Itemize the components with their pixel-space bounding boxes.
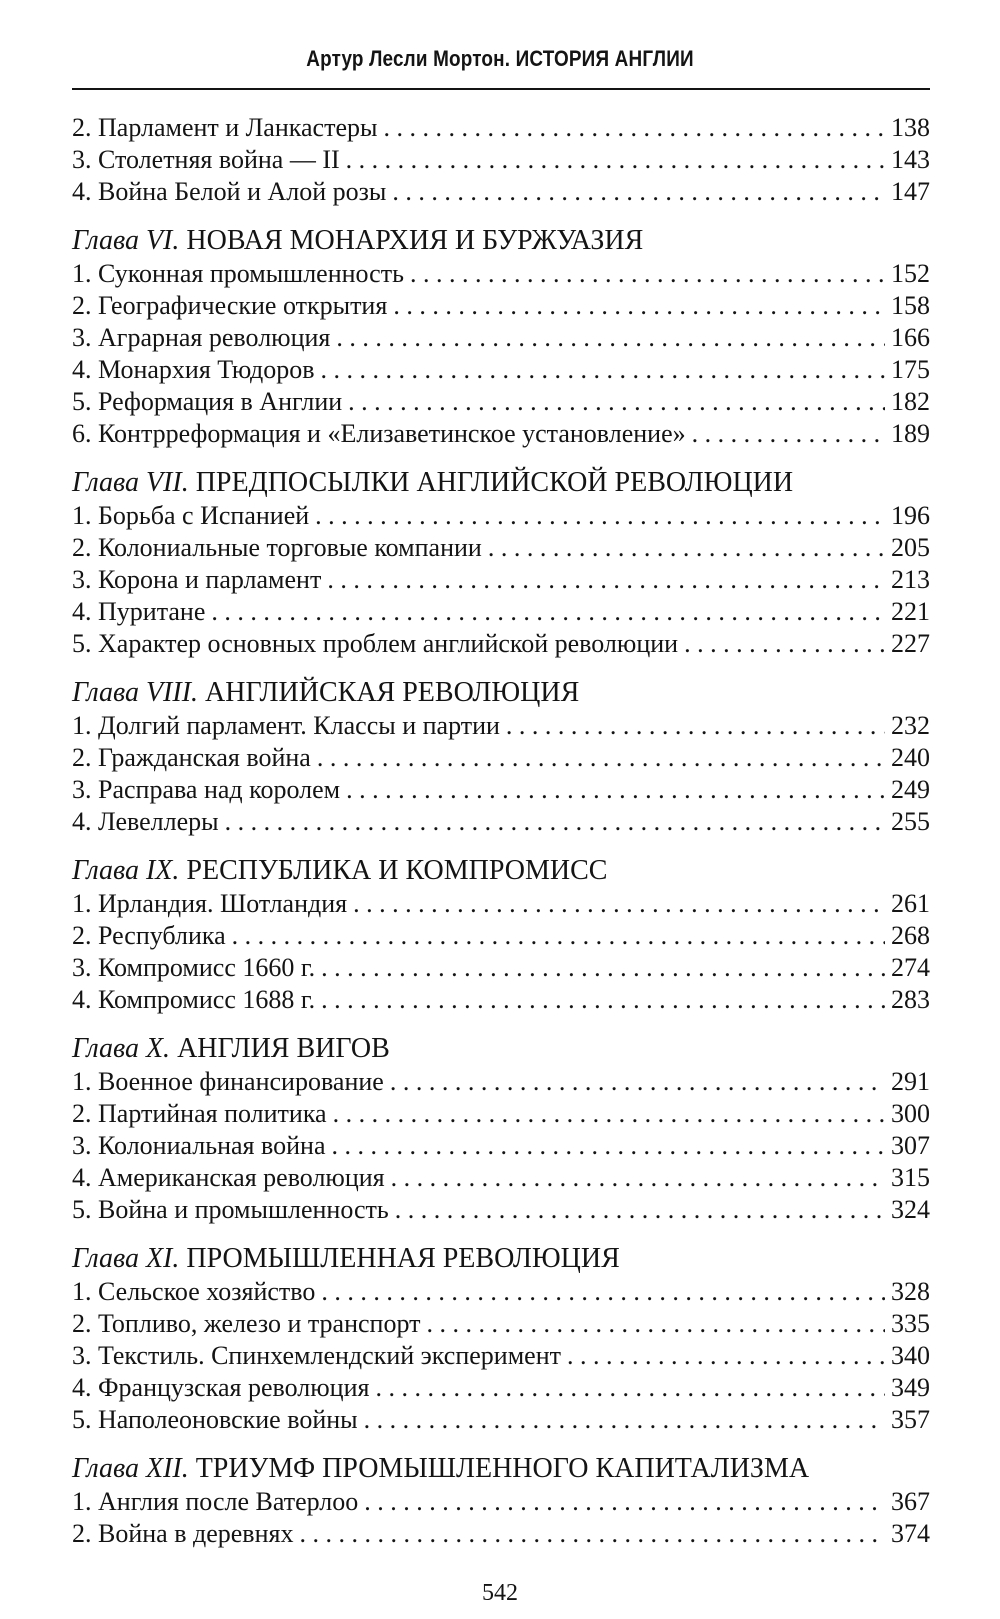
entry-page-number: 367	[891, 1487, 930, 1516]
toc-entry	[72, 1372, 930, 1404]
entry-page-number: 189	[891, 419, 930, 448]
entry-title: 1. Суконная промышленность	[72, 259, 404, 288]
dot-leader	[383, 112, 885, 144]
entry-page-number: 268	[891, 921, 930, 950]
toc-entry	[72, 144, 930, 176]
entry-page-number: 307	[891, 1131, 930, 1160]
entry-title: 3. Колониальная война	[72, 1131, 326, 1160]
toc-entry	[72, 774, 930, 806]
entry-title: 1. Ирландия. Шотландия	[72, 889, 348, 918]
entry-page-number: 300	[891, 1099, 930, 1128]
entry-page-number: 249	[891, 775, 930, 804]
chapter-label: Глава XII.	[72, 1453, 189, 1484]
entry-page-number: 324	[891, 1195, 930, 1224]
toc-entry	[72, 920, 930, 952]
entry-title: 2. Война в деревнях	[72, 1519, 294, 1548]
toc-entry	[72, 290, 930, 322]
entry-title: 2. Парламент и Ланкастеры	[72, 113, 378, 142]
dot-leader	[392, 176, 885, 208]
chapter-title: АНГЛИЯ ВИГОВ	[177, 1033, 390, 1064]
page-number: 542	[482, 1580, 518, 1606]
entry-page-number: 315	[891, 1163, 930, 1192]
toc-entry	[72, 322, 930, 354]
toc-entry	[72, 1162, 930, 1194]
entry-title: 2. Республика	[72, 921, 226, 950]
entry-page-number: 138	[891, 113, 930, 142]
dot-leader	[336, 322, 885, 354]
entry-page-number: 274	[891, 953, 930, 982]
entry-title: 5. Характер основных проблем английской революции	[72, 629, 679, 658]
entry-title: 3. Текстиль. Спинхемлендский эксперимент	[72, 1341, 561, 1370]
chapter-7	[72, 466, 930, 660]
dot-leader	[426, 1308, 885, 1340]
entry-title: 1. Долгий парламент. Классы и партии	[72, 711, 500, 740]
chapter-title: РЕСПУБЛИКА И КОМПРОМИСС	[186, 855, 608, 886]
toc-entry	[72, 596, 930, 628]
dot-leader	[321, 354, 886, 386]
running-head: Артур Лесли Мортон. ИСТОРИЯ АНГЛИИ	[306, 46, 694, 71]
entry-page-number: 166	[891, 323, 930, 352]
entry-title: 1. Сельское хозяйство	[72, 1277, 316, 1306]
entry-title: 3. Компромисс 1660 г.	[72, 953, 316, 982]
toc-entry	[72, 984, 930, 1016]
toc-entry	[72, 806, 930, 838]
chapter-label: Глава VIII.	[72, 677, 199, 708]
entry-page-number: 232	[891, 711, 930, 740]
toc-entry	[72, 742, 930, 774]
entry-title: 3. Аграрная революция	[72, 323, 331, 352]
entry-page-number: 328	[891, 1277, 930, 1306]
entry-title: 3. Корона и парламент	[72, 565, 322, 594]
toc-entry	[72, 354, 930, 386]
entry-title: 4. Левеллеры	[72, 807, 219, 836]
toc-entry	[72, 1066, 930, 1098]
dot-leader	[332, 1130, 886, 1162]
entry-page-number: 143	[891, 145, 930, 174]
dot-leader	[684, 628, 885, 660]
dot-leader	[315, 500, 885, 532]
entry-page-number: 175	[891, 355, 930, 384]
entry-title: 4. Французская революция	[72, 1373, 370, 1402]
toc-entry	[72, 532, 930, 564]
chapter-label: Глава VI.	[72, 225, 180, 256]
entry-page-number: 357	[891, 1405, 930, 1434]
chapter-10	[72, 1032, 930, 1226]
chapter-8	[72, 676, 930, 838]
chapter-heading	[72, 1452, 930, 1486]
entry-title: 4. Война Белой и Алой розы	[72, 177, 387, 206]
chapter-heading	[72, 224, 930, 258]
table-of-contents	[72, 112, 930, 1550]
toc-entry	[72, 386, 930, 418]
toc-entry	[72, 500, 930, 532]
entry-page-number: 158	[891, 291, 930, 320]
chapter-heading	[72, 466, 930, 500]
chapter-9	[72, 854, 930, 1016]
toc-entry	[72, 1098, 930, 1130]
dot-leader	[506, 710, 885, 742]
entry-title: 5. Война и промышленность	[72, 1195, 389, 1224]
dot-leader	[327, 564, 885, 596]
entry-title: 1. Англия после Ватерлоо	[72, 1487, 359, 1516]
entry-page-number: 221	[891, 597, 930, 626]
dot-leader	[567, 1340, 885, 1372]
entry-title: 2. Партийная политика	[72, 1099, 327, 1128]
dot-leader	[225, 806, 885, 838]
entry-page-number: 291	[891, 1067, 930, 1096]
dot-leader	[232, 920, 885, 952]
entry-page-number: 196	[891, 501, 930, 530]
dot-leader	[348, 386, 885, 418]
dot-leader	[321, 984, 885, 1016]
dot-leader	[211, 596, 885, 628]
chapter-label: Глава X.	[72, 1033, 171, 1064]
entry-page-number: 374	[891, 1519, 930, 1548]
entry-page-number: 147	[891, 177, 930, 206]
entry-page-number: 152	[891, 259, 930, 288]
header-rule	[72, 88, 930, 90]
chapter-12	[72, 1452, 930, 1550]
entry-title: 2. Топливо, железо и транспорт	[72, 1309, 421, 1338]
entry-title: 5. Наполеоновские войны	[72, 1405, 358, 1434]
chapter-11	[72, 1242, 930, 1436]
toc-entry	[72, 1130, 930, 1162]
chapter-heading	[72, 676, 930, 710]
entry-page-number: 340	[891, 1341, 930, 1370]
entry-title: 4. Монархия Тюдоров	[72, 355, 315, 384]
dot-leader	[364, 1486, 885, 1518]
toc-entry	[72, 710, 930, 742]
entry-title: 3. Столетняя война — II	[72, 145, 340, 174]
chapter-title: ПРЕДПОСЫЛКИ АНГЛИЙСКОЙ РЕВОЛЮЦИИ	[195, 467, 794, 498]
entry-title: 5. Реформация в Англии	[72, 387, 343, 416]
dot-leader	[488, 532, 885, 564]
entry-title: 1. Военное финансирование	[72, 1067, 384, 1096]
dot-leader	[346, 144, 885, 176]
toc-entry	[72, 628, 930, 660]
entry-title: 4. Компромисс 1688 г.	[72, 985, 316, 1014]
dot-leader	[364, 1404, 885, 1436]
toc-entry	[72, 952, 930, 984]
entry-page-number: 261	[891, 889, 930, 918]
toc-entry	[72, 888, 930, 920]
entry-page-number: 335	[891, 1309, 930, 1338]
chapter-title: АНГЛИЙСКАЯ РЕВОЛЮЦИЯ	[205, 677, 580, 708]
entry-title: 4. Пуритане	[72, 597, 206, 626]
chapter-title: ТРИУМФ ПРОМЫШЛЕННОГО КАПИТАЛИЗМА	[195, 1453, 810, 1484]
entry-page-number: 240	[891, 743, 930, 772]
chapter-label: Глава XI.	[72, 1243, 180, 1274]
toc-entry	[72, 564, 930, 596]
dot-leader	[692, 418, 885, 450]
dot-leader	[393, 290, 885, 322]
chapter-label: Глава VII.	[72, 467, 189, 498]
dot-leader	[321, 952, 885, 984]
toc-entry	[72, 1276, 930, 1308]
toc-entry	[72, 1404, 930, 1436]
chapter-title: ПРОМЫШЛЕННАЯ РЕВОЛЮЦИЯ	[186, 1243, 620, 1274]
dot-leader	[395, 1194, 885, 1226]
entry-title: 6. Контрреформация и «Елизаветинское установление»	[72, 419, 686, 448]
dot-leader	[410, 258, 885, 290]
entry-page-number: 213	[891, 565, 930, 594]
entry-page-number: 283	[891, 985, 930, 1014]
entry-page-number: 255	[891, 807, 930, 836]
toc-entry	[72, 258, 930, 290]
chapter-heading	[72, 1242, 930, 1276]
toc-entry	[72, 1340, 930, 1372]
toc-entry	[72, 418, 930, 450]
toc-entry	[72, 112, 930, 144]
chapter-heading	[72, 854, 930, 888]
chapter-label: Глава IX.	[72, 855, 180, 886]
chapter-heading	[72, 1032, 930, 1066]
entry-title: 1. Борьба с Испанией	[72, 501, 310, 530]
entry-title: 2. Колониальные торговые компании	[72, 533, 482, 562]
toc-entry	[72, 1518, 930, 1550]
toc-entry	[72, 176, 930, 208]
chapter-6	[72, 224, 930, 450]
dot-leader	[346, 774, 885, 806]
entry-page-number: 227	[891, 629, 930, 658]
dot-leader	[299, 1518, 885, 1550]
entry-page-number: 205	[891, 533, 930, 562]
toc-entry	[72, 1486, 930, 1518]
entry-page-number: 182	[891, 387, 930, 416]
entry-title: 4. Американская революция	[72, 1163, 385, 1192]
dot-leader	[391, 1162, 885, 1194]
dot-leader	[390, 1066, 885, 1098]
entry-page-number: 349	[891, 1373, 930, 1402]
toc-entry	[72, 1194, 930, 1226]
dot-leader	[375, 1372, 885, 1404]
entry-title: 2. Гражданская война	[72, 743, 311, 772]
dot-leader	[321, 1276, 885, 1308]
entry-title: 3. Расправа над королем	[72, 775, 341, 804]
dot-leader	[317, 742, 885, 774]
chapter-title: НОВАЯ МОНАРХИЯ И БУРЖУАЗИЯ	[186, 225, 644, 256]
toc-entry	[72, 1308, 930, 1340]
entry-title: 2. Географические открытия	[72, 291, 388, 320]
dot-leader	[353, 888, 885, 920]
dot-leader	[333, 1098, 885, 1130]
continued-chapter-entries	[72, 112, 930, 208]
